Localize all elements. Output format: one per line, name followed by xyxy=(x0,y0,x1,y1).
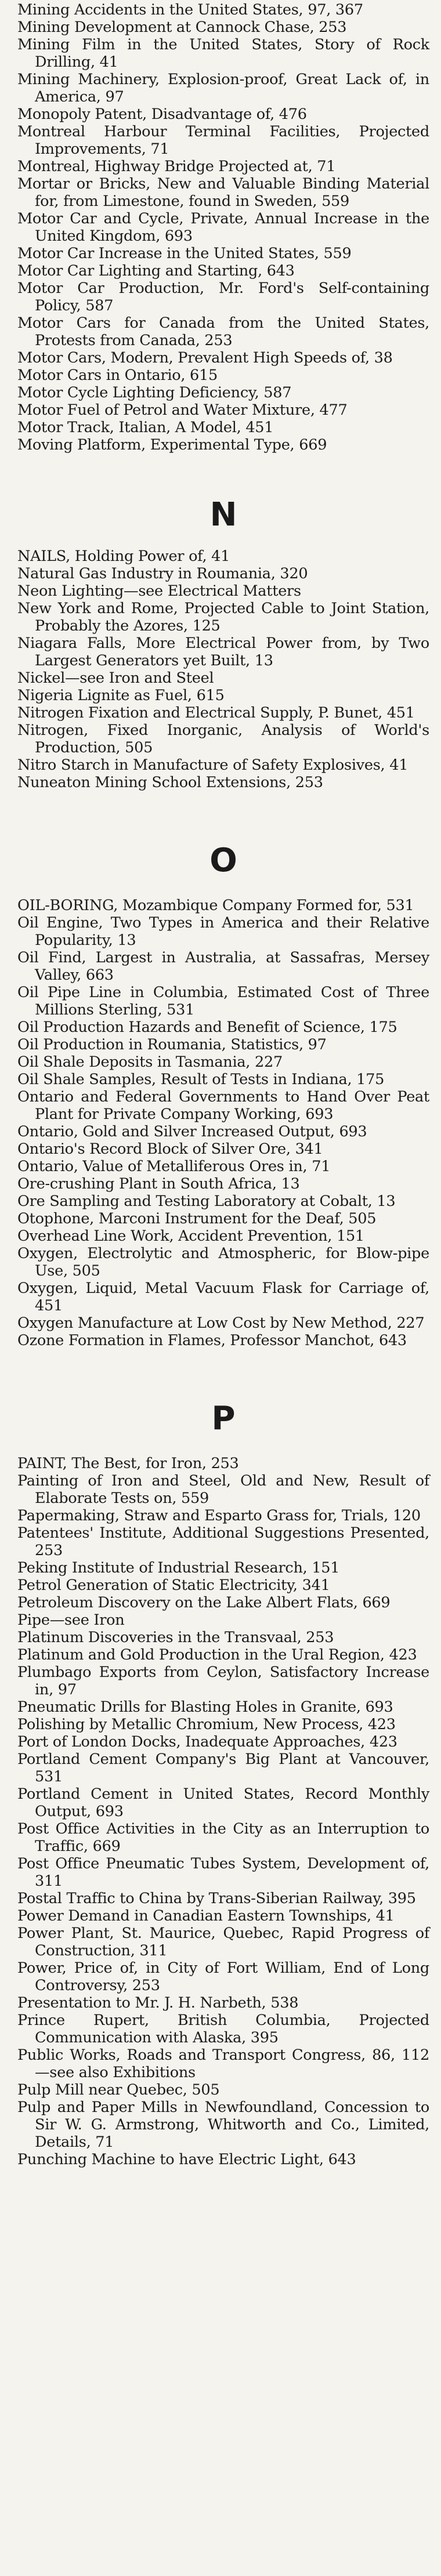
index-entry: Peking Institute of Industrial Research, 151 xyxy=(17,1559,340,1577)
index-entry: Moving Platform, Experimental Type, 669 xyxy=(17,436,327,454)
index-entry: Mortar or Bricks, New and Valuable Binding Material for, from Limestone, found in Sweden, 559 xyxy=(17,175,429,210)
index-entry: Polishing by Metallic Chromium, New Process, 423 xyxy=(17,1716,396,1733)
index-entry: Ontario, Value of Metalliferous Ores in, 71 xyxy=(17,1158,331,1175)
index-entry: Motor Cars for Canada from the United States, Protests from Canada, 253 xyxy=(17,314,429,349)
index-entry: Motor Car Increase in the United States, 559 xyxy=(17,245,352,262)
index-entry: Punching Machine to have Electric Light, 643 xyxy=(17,2151,356,2168)
index-entry: Post Office Activities in the City as an Interruption to Traffic, 669 xyxy=(17,1820,429,1855)
index-entry: Portland Cement Company's Big Plant at Vancouver, 531 xyxy=(17,1751,429,1785)
index-entry: Oxygen, Liquid, Metal Vacuum Flask for Carriage of, 451 xyxy=(17,1280,429,1314)
index-entry: Motor Cars, Modern, Prevalent High Speeds of, 38 xyxy=(17,349,393,367)
index-entry: Otophone, Marconi Instrument for the Deaf, 505 xyxy=(17,1210,377,1227)
index-entry: Oil Shale Samples, Result of Tests in Indiana, 175 xyxy=(17,1071,385,1088)
index-entry: Power Plant, St. Maurice, Quebec, Rapid Progress of Construction, 311 xyxy=(17,1925,429,1959)
index-entry: Oil Production Hazards and Benefit of Science, 175 xyxy=(17,1019,397,1036)
index-entry: Presentation to Mr. J. H. Narbeth, 538 xyxy=(17,1994,299,2012)
index-entry: Papermaking, Straw and Esparto Grass for, Trials, 120 xyxy=(17,1507,421,1524)
index-entry: Mining Film in the United States, Story of Rock Drilling, 41 xyxy=(17,36,429,71)
index-entry: Oil Engine, Two Types in America and their Relative Popularity, 13 xyxy=(17,914,429,949)
index-entry: Petrol Generation of Static Electricity, 341 xyxy=(17,1577,330,1594)
index-entry: Postal Traffic to China by Trans-Siberian Railway, 395 xyxy=(17,1890,416,1907)
index-entry: Monopoly Patent, Disadvantage of, 476 xyxy=(17,106,307,123)
index-entry: Prince Rupert, British Columbia, Projected Communication with Alaska, 395 xyxy=(17,2012,429,2046)
index-entry: OIL-BORING, Mozambique Company Formed for, 531 xyxy=(17,897,414,914)
index-entry: Post Office Pneumatic Tubes System, Development of, 311 xyxy=(17,1855,429,1890)
index-entry: Portland Cement in United States, Record Monthly Output, 693 xyxy=(17,1785,429,1820)
index-entry: Ozone Formation in Flames, Professor Manchot, 643 xyxy=(17,1332,407,1349)
index-entry: Ontario's Record Block of Silver Ore, 341 xyxy=(17,1140,323,1158)
section-n-entries xyxy=(17,548,429,791)
letter-heading-o: O xyxy=(209,842,237,879)
letter-heading-p: P xyxy=(211,1400,236,1437)
index-entry: Patentees' Institute, Additional Suggestions Presented, 253 xyxy=(17,1524,429,1559)
index-entry: Oil Pipe Line in Columbia, Estimated Cost of Three Millions Sterling, 531 xyxy=(17,984,429,1019)
index-entry: Public Works, Roads and Transport Congress, 86, 112—see also Exhibitions xyxy=(17,2046,429,2081)
index-entry: Nitrogen, Fixed Inorganic, Analysis of World's Production, 505 xyxy=(17,722,429,756)
index-entry: Nigeria Lignite as Fuel, 615 xyxy=(17,687,225,704)
index-entry: Mining Development at Cannock Chase, 253 xyxy=(17,19,347,36)
index-entry: Painting of Iron and Steel, Old and New, Result of Elaborate Tests on, 559 xyxy=(17,1472,429,1507)
index-entry: Motor Track, Italian, A Model, 451 xyxy=(17,419,274,436)
index-entry: Niagara Falls, More Electrical Power from, by Two Largest Generators yet Built, 13 xyxy=(17,635,429,669)
index-entry: Pipe—see Iron xyxy=(17,1611,125,1629)
index-entry: Oxygen Manufacture at Low Cost by New Method, 227 xyxy=(17,1314,425,1332)
index-entry: Overhead Line Work, Accident Prevention, 151 xyxy=(17,1227,364,1245)
index-entry: Natural Gas Industry in Roumania, 320 xyxy=(17,565,308,582)
index-entry: Oil Find, Largest in Australia, at Sassafras, Mersey Valley, 663 xyxy=(17,949,429,984)
index-entry: Pneumatic Drills for Blasting Holes in Granite, 693 xyxy=(17,1698,393,1716)
index-entry: Platinum and Gold Production in the Ural Region, 423 xyxy=(17,1646,417,1664)
index-entry: NAILS, Holding Power of, 41 xyxy=(17,548,230,565)
index-entry: Motor Fuel of Petrol and Water Mixture, 477 xyxy=(17,401,348,419)
index-entry: Platinum Discoveries in the Transvaal, 253 xyxy=(17,1629,334,1646)
index-entry: Nitrogen Fixation and Electrical Supply, P. Bunet, 451 xyxy=(17,704,415,722)
index-entry: Ore-crushing Plant in South Africa, 13 xyxy=(17,1175,300,1193)
index-entry: Motor Car Production, Mr. Ford's Self-containing Policy, 587 xyxy=(17,280,429,314)
index-entry: Nickel—see Iron and Steel xyxy=(17,669,214,687)
index-entry: Motor Car and Cycle, Private, Annual Increase in the United Kingdom, 693 xyxy=(17,210,429,245)
index-entry: Motor Cycle Lighting Deficiency, 587 xyxy=(17,384,292,401)
index-entry: Pulp and Paper Mills in Newfoundland, Concession to Sir W. G. Armstrong, Whitworth and Co., Limited, Details, 71 xyxy=(17,2099,429,2151)
index-entry: New York and Rome, Projected Cable to Joint Station, Probably the Azores, 125 xyxy=(17,600,429,635)
index-entry: Power Demand in Canadian Eastern Townships, 41 xyxy=(17,1907,395,1925)
index-entry: Oxygen, Electrolytic and Atmospheric, for Blow-pipe Use, 505 xyxy=(17,1245,429,1280)
letter-heading-n: N xyxy=(209,496,237,534)
index-entry: Montreal Harbour Terminal Facilities, Projected Improvements, 71 xyxy=(17,123,429,158)
index-entry: Port of London Docks, Inadequate Approaches, 423 xyxy=(17,1733,397,1751)
index-entry: Power, Price of, in City of Fort William, End of Long Controversy, 253 xyxy=(17,1959,429,1994)
index-entry: Petroleum Discovery on the Lake Albert Flats, 669 xyxy=(17,1594,391,1611)
index-entry: Mining Accidents in the United States, 97, 367 xyxy=(17,1,363,19)
index-entry: Nuneaton Mining School Extensions, 253 xyxy=(17,774,323,791)
index-entry: Ontario, Gold and Silver Increased Output, 693 xyxy=(17,1123,367,1140)
index-entry: Mining Machinery, Explosion-proof, Great Lack of, in America, 97 xyxy=(17,71,429,106)
index-entry: Oil Shale Deposits in Tasmania, 227 xyxy=(17,1053,283,1071)
index-entry: Plumbago Exports from Ceylon, Satisfactory Increase in, 97 xyxy=(17,1664,429,1698)
index-entry: Montreal, Highway Bridge Projected at, 71 xyxy=(17,158,336,175)
index-entry: Neon Lighting—see Electrical Matters xyxy=(17,582,301,600)
index-entry: Nitro Starch in Manufacture of Safety Explosives, 41 xyxy=(17,756,409,774)
index-entry: Motor Cars in Ontario, 615 xyxy=(17,367,218,384)
index-entry: Motor Car Lighting and Starting, 643 xyxy=(17,262,295,280)
section-p-entries xyxy=(17,1455,429,2168)
section-m-entries xyxy=(17,1,429,454)
index-entry: Pulp Mill near Quebec, 505 xyxy=(17,2081,220,2099)
index-entry: Ontario and Federal Governments to Hand Over Peat Plant for Private Company Working, 693 xyxy=(17,1088,429,1123)
index-entry: Oil Production in Roumania, Statistics, 97 xyxy=(17,1036,327,1053)
index-entry: Ore Sampling and Testing Laboratory at Cobalt, 13 xyxy=(17,1193,396,1210)
section-o-entries xyxy=(17,897,429,1349)
index-entry: PAINT, The Best, for Iron, 253 xyxy=(17,1455,239,1472)
